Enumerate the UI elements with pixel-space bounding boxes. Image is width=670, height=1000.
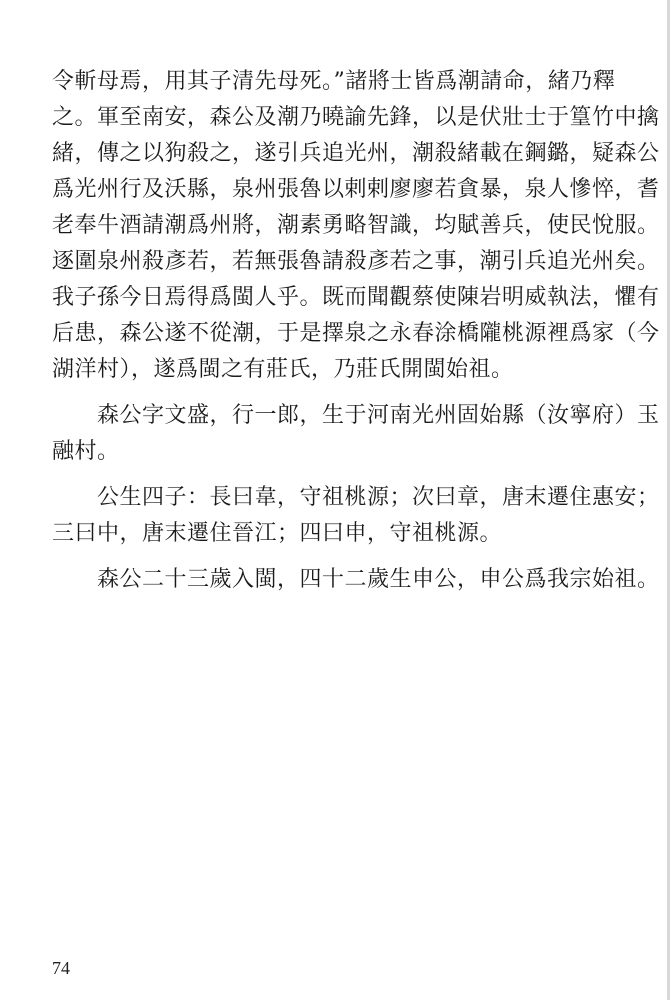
text-line: 逐圍泉州殺彥若，若無張魯請殺彥若之事，潮引兵追光州矣。 [52, 249, 660, 274]
text-line: 爲光州行及沃縣，泉州張魯以剌剌廖廖若貪暴，泉人慘悴，耆 [52, 177, 660, 202]
text-line: 三曰中，唐末遷住晉江；四曰申，守祖桃源。 [52, 521, 503, 546]
body-text [52, 64, 660, 598]
text-line: 老奉牛酒請潮爲州將，潮素勇略智識，均賦善兵，使民悅服。 [52, 213, 660, 238]
text-line: 森公字文盛，行一郎，生于河南光州固始縣（汝寧府）玉 [52, 403, 660, 428]
text-line: 之。軍至南安，森公及潮乃曉諭先鋒，以是伏壯士于篁竹中擒 [52, 105, 660, 130]
text-line: 湖洋村），遂爲閩之有莊氏，乃莊氏開閩始祖。 [52, 357, 514, 382]
paragraph-spacer [52, 552, 642, 562]
paragraph-4 [52, 562, 660, 598]
paragraph-spacer [52, 470, 642, 480]
paragraph-3 [52, 480, 660, 552]
paragraph-spacer [52, 388, 642, 398]
text-line: 我子孫今日焉得爲閩人乎。既而聞觀蔡使陳岩明威執法，懼有 [52, 285, 660, 310]
text-line: 令斬母焉，用其子清先母死。”諸將士皆爲潮請命，緒乃釋 [52, 69, 616, 94]
text-line: 后患，森公遂不從潮，于是擇泉之永春涂橋隴桃源裡爲家（今 [52, 321, 660, 346]
paragraph-1 [52, 64, 660, 388]
text-line: 公生四子：長曰韋，守祖桃源；次曰章，唐末遷住惠安； [52, 485, 660, 510]
text-line: 森公二十三歲入閩，四十二歲生申公，申公爲我宗始祖。 [52, 567, 660, 592]
text-line: 融村。 [52, 439, 120, 464]
text-line: 緒，傳之以狗殺之，遂引兵追光州，潮殺緒載在鋼鏴，疑森公 [52, 141, 660, 166]
page-number: 74 [52, 958, 70, 978]
paragraph-2 [52, 398, 660, 470]
